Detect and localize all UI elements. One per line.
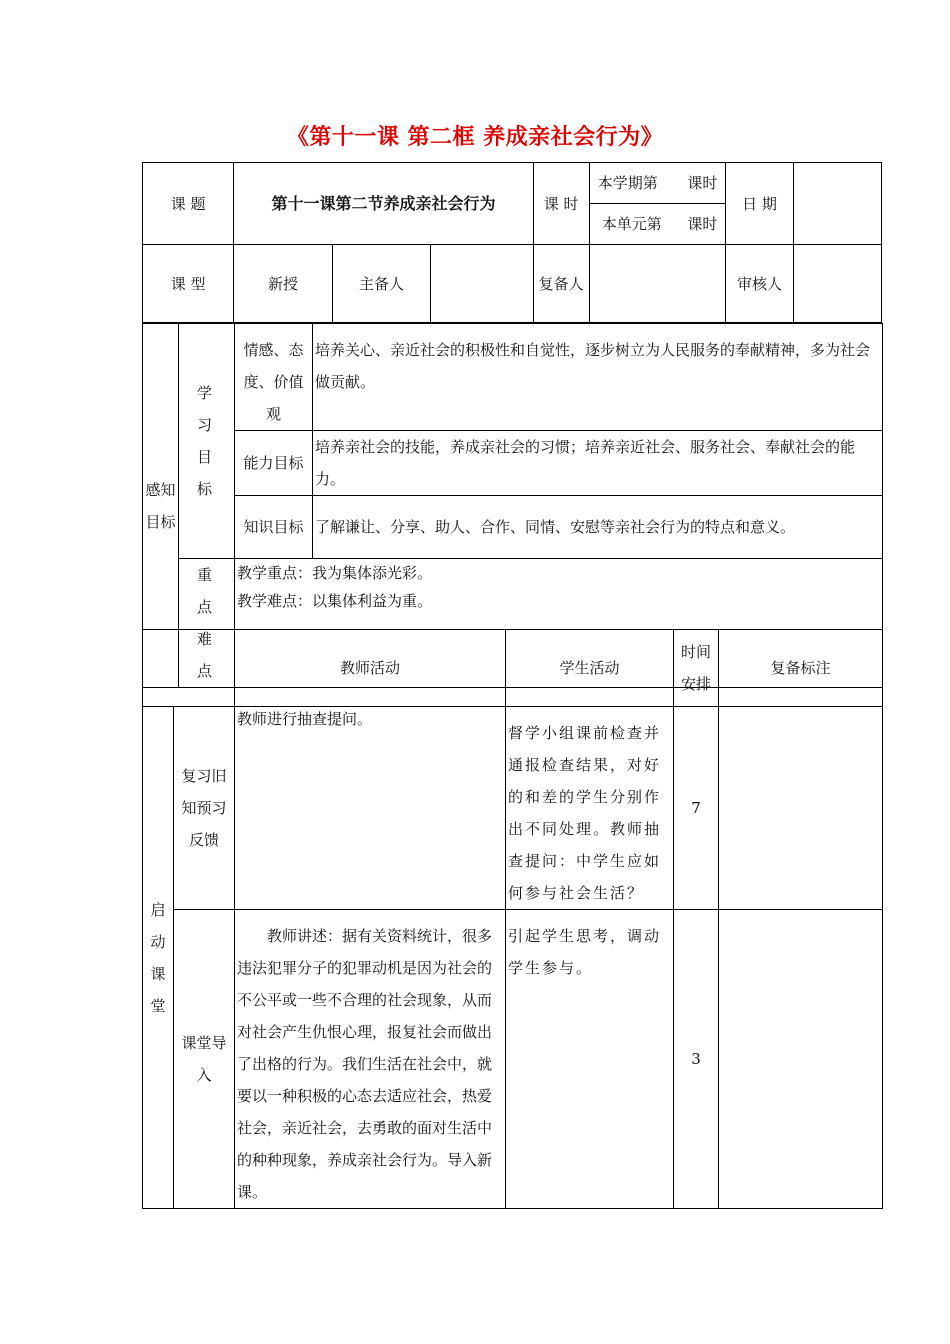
semester-hours <box>589 163 726 204</box>
date-value <box>793 163 881 245</box>
difficult-point: 教学难点：以集体利益为重。 <box>237 592 433 610</box>
semester-prefix: 本学期第 <box>597 174 658 192</box>
reviewer-label: 审核人 <box>726 245 793 323</box>
section-label: 启动课堂 <box>143 707 174 1209</box>
learn-label: 学 习 目 标 <box>179 324 235 559</box>
intro-teacher: 教师讲述：据有关资料统计，很多违法犯罪分子的犯罪动机是因为社会的不公平或一些不合理的社会现象，从而对社会产生仇恨心理，报复社会而做出了出格的行为。我们生活在社会中，就要以一种积极的心态去适应社会，热爱社会，亲近社会，去勇敢的面对生活中的种种现象，养成亲社会行为。导入新课。 <box>235 910 506 1209</box>
host-value <box>431 245 533 323</box>
document-title: 《第十一课 第二框 养成亲社会行为》 <box>286 125 664 150</box>
unit-prefix: 本单元第 <box>601 215 662 233</box>
review-note <box>719 707 883 910</box>
note-header: 复备标注 <box>719 630 883 707</box>
intro-note <box>719 910 883 1209</box>
activity-header-blank <box>143 630 235 707</box>
type-label: 课 型 <box>143 245 234 323</box>
activities-table <box>142 629 883 1209</box>
time-header: 时间安排 <box>674 630 719 707</box>
review-student: 督学小组课前检查并通报检查结果，对好的和差的学生分别作出不同处理。教师抽查提问：中学生应如何参与社会生活？ <box>506 707 674 910</box>
emotion-text: 培养关心、亲近社会的积极性和自觉性，逐步树立为人民服务的奉献精神，多为社会做贡献。 <box>313 324 883 431</box>
lesson-header-table <box>142 162 882 323</box>
review-label: 复习旧知预习反馈 <box>174 707 235 910</box>
ability-text: 培养亲社会的技能，养成亲社会的习惯；培养亲近社会、服务社会、奉献社会的能力。 <box>313 431 883 496</box>
reviewer-value <box>793 245 881 323</box>
semester-suffix: 课时 <box>687 174 718 192</box>
rehost-label: 复备人 <box>533 245 589 323</box>
ability-label: 能力目标 <box>235 431 313 496</box>
knowledge-label: 知识目标 <box>235 496 313 559</box>
emotion-label: 情感、态度、价值观 <box>235 324 313 431</box>
intro-label: 课堂导入 <box>174 910 235 1209</box>
topic-value: 第十一课第二节养成亲社会行为 <box>234 163 533 245</box>
review-teacher: 教师进行抽查提问。 <box>235 707 506 910</box>
type-value: 新授 <box>234 245 332 323</box>
perceive-label: 感知目标 <box>143 324 179 688</box>
rehost-value <box>589 245 726 323</box>
unit-hours <box>589 204 726 245</box>
intro-time: 3 <box>674 910 719 1209</box>
hours-label: 课 时 <box>533 163 589 245</box>
key-points-label: 重 点 难 点 <box>179 559 235 688</box>
host-label: 主备人 <box>332 245 430 323</box>
knowledge-text: 了解谦让、分享、助人、合作、同情、安慰等亲社会行为的特点和意义。 <box>313 496 883 559</box>
date-label: 日 期 <box>726 163 793 245</box>
review-time: 7 <box>674 707 719 910</box>
topic-label: 课 题 <box>143 163 234 245</box>
teacher-activity-header: 教师活动 <box>235 630 506 707</box>
intro-student: 引起学生思考，调动学生参与。 <box>506 910 674 1209</box>
student-activity-header: 学生活动 <box>506 630 674 707</box>
key-point: 教学重点：我为集体添光彩。 <box>237 564 433 582</box>
unit-suffix: 课时 <box>687 215 718 233</box>
